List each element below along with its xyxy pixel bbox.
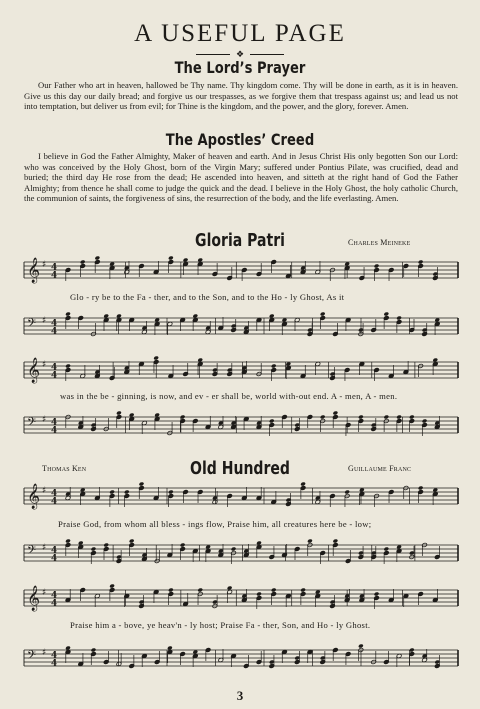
svg-text:𝄢: 𝄢 (27, 317, 37, 333)
old-hundred-composer: Guillaume Franc (348, 464, 412, 473)
svg-text:4: 4 (51, 418, 58, 428)
ornament-icon: ❖ (235, 49, 245, 59)
svg-text:4: 4 (51, 426, 58, 436)
old-hundred-system-1-treble (0, 478, 480, 518)
svg-text:𝄞: 𝄞 (27, 586, 41, 611)
lords-prayer-text: Our Father who art in heaven, hallowed be Thy name. Thy kingdom come. Thy will be done in earth, as it is in heaven. Give us this day our daily bread; and forgive us our trespasses, as we forgive them that trespass against us; and lead us not into temptation, but deliver us from evil; for Thine is the kingdom, and the power, and the glory, forever. Amen. (24, 80, 458, 112)
svg-text:4: 4 (51, 659, 58, 669)
old-hundred-title: Old Hundred (190, 458, 290, 479)
svg-text:4: 4 (51, 319, 58, 329)
svg-text:♯: ♯ (42, 543, 47, 553)
old-hundred-lyrics-line-2: Praise him a - bove, ye heav'n - ly host; Praise Fa - ther, Son, and Ho - ly Ghost. (70, 620, 371, 630)
title-rule-left (196, 54, 230, 55)
apostles-creed-text: I believe in God the Father Almighty, Maker of heaven and earth. And in Jesus Christ His only begotten Son our Lord: who was conceived by the Holy Ghost, born of the Virgin Mary; suffered under Pontius Pilate, was crucified, dead and buried; the third day He rose from the dead; He ascended into heaven, and sitteth at the right hand of God the Father Almighty; from thence he shall come to judge the quick and the dead. I believe in the Holy Ghost, the holy catholic Church, the communion of saints, the forgiveness of sins, the resurrection of the body, and the life everlasting. Amen. (24, 151, 458, 204)
svg-text:𝄞: 𝄞 (27, 358, 41, 383)
svg-text:♯: ♯ (42, 486, 47, 496)
gloria-system-2-treble (0, 352, 480, 392)
gloria-patri-composer: Charles Meineke (348, 238, 411, 247)
svg-text:4: 4 (51, 489, 58, 499)
svg-text:𝄞: 𝄞 (27, 484, 41, 509)
svg-text:♯: ♯ (42, 648, 47, 658)
svg-text:4: 4 (51, 497, 58, 507)
svg-text:♯: ♯ (42, 588, 47, 598)
page-title: A USEFUL PAGE (134, 20, 346, 47)
old-hundred-author: Thomas Ken (42, 464, 87, 473)
gloria-lyrics-line-1: Glo - ry be to the Fa - ther, and to the Son, and to the Ho - ly Ghost, As it (70, 292, 345, 302)
svg-text:4: 4 (51, 599, 58, 609)
svg-text:𝄢: 𝄢 (27, 649, 37, 665)
svg-text:𝄞: 𝄞 (27, 258, 41, 283)
old-hundred-system-2-treble (0, 580, 480, 620)
svg-text:𝄢: 𝄢 (27, 544, 37, 560)
lords-prayer-heading: The Lord’s Prayer (174, 58, 306, 77)
svg-text:♯: ♯ (42, 316, 47, 326)
svg-text:4: 4 (51, 327, 58, 337)
svg-text:4: 4 (51, 546, 58, 556)
svg-text:4: 4 (51, 591, 58, 601)
svg-text:4: 4 (51, 554, 58, 564)
gloria-patri-title: Gloria Patri (195, 230, 285, 251)
svg-text:♯: ♯ (42, 415, 47, 425)
page-number: 3 (236, 688, 244, 703)
svg-text:4: 4 (51, 651, 58, 661)
old-hundred-system-2-bass (0, 640, 480, 680)
svg-text:4: 4 (51, 371, 58, 381)
old-hundred-lyrics-line-1: Praise God, from whom all bless - ings flow, Praise him, all creatures here be - low; (58, 519, 372, 529)
svg-text:4: 4 (51, 363, 58, 373)
title-rule-right (250, 54, 284, 55)
gloria-system-2-bass (0, 407, 480, 447)
gloria-lyrics-line-2: was in the be - ginning, is now, and ev - er shall be, world with-out end. A - men, A - men. (60, 391, 398, 401)
old-hundred-system-1-bass (0, 535, 480, 575)
gloria-system-1-treble (0, 252, 480, 292)
svg-text:♯: ♯ (42, 360, 47, 370)
gloria-system-1-bass (0, 308, 480, 348)
svg-text:4: 4 (51, 263, 58, 273)
svg-text:♯: ♯ (42, 260, 47, 270)
svg-text:4: 4 (51, 271, 58, 281)
svg-text:𝄢: 𝄢 (27, 416, 37, 432)
apostles-creed-heading: The Apostles’ Creed (165, 130, 315, 149)
